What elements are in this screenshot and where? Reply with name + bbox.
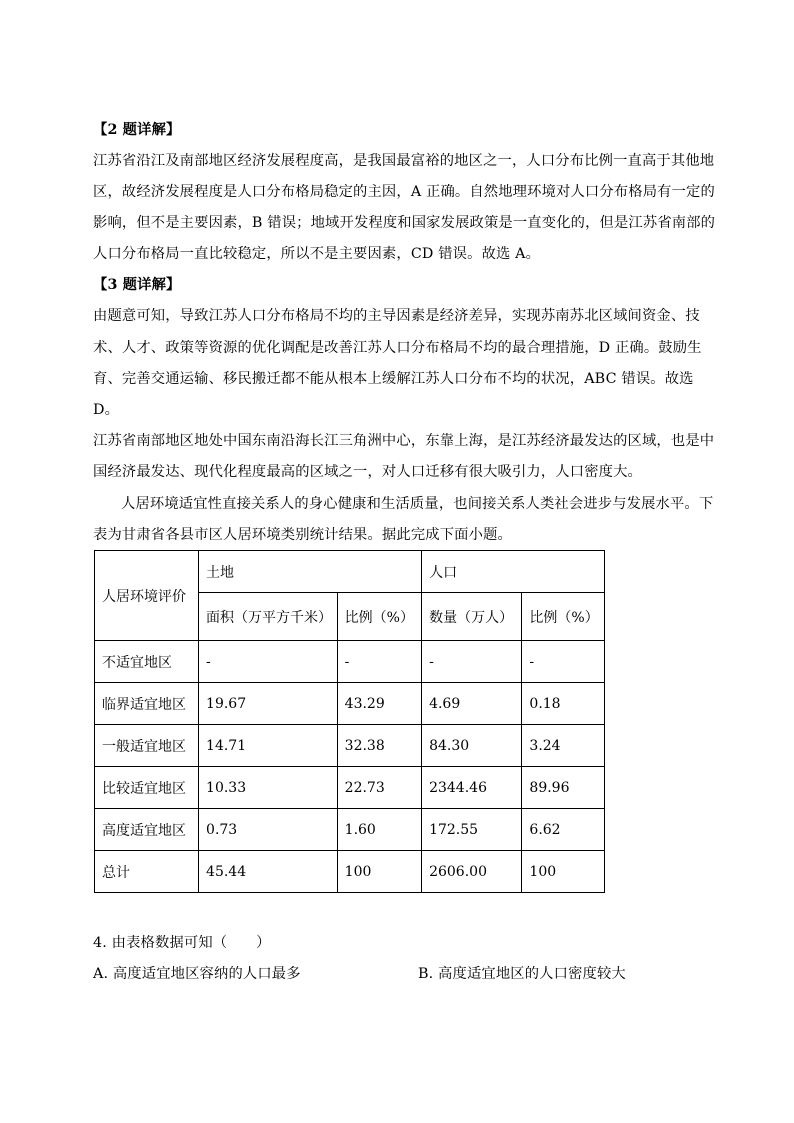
q2-line-1: 江苏省沿江及南部地区经济发展程度高，是我国最富裕的地区之一，人口分布比例一直高于其他地 [93, 153, 715, 169]
q4-option-b[interactable]: B. 高度适宜地区的人口密度较大 [418, 966, 626, 982]
table-cell: - [199, 641, 338, 683]
table-cell: 4.69 [422, 683, 522, 725]
q2-line-3: 影响，但不是主要因素，B 错误；地域开发程度和国家发展政策是一直变化的，但是江苏省南部的 [93, 215, 716, 231]
table-cell: 89.96 [522, 767, 605, 809]
q4-stem: 4. 由表格数据可知（ ） [93, 935, 271, 951]
table-row [95, 725, 605, 767]
column-header: 数量（万人） [422, 593, 522, 641]
table-cell: 1.60 [337, 809, 421, 851]
environment-table [94, 550, 605, 893]
table-row [95, 641, 605, 683]
table-cell: 45.44 [199, 851, 338, 893]
table-cell: - [422, 641, 522, 683]
q3-line-4: D。 [93, 402, 120, 418]
table-cell: 14.71 [199, 725, 338, 767]
q3-heading: 【3 题详解】 [93, 277, 181, 293]
column-header: 面积（万平方千米） [199, 593, 338, 641]
row-label: 不适宜地区 [95, 641, 199, 683]
q2-line-2: 区，故经济发展程度是人口分布格局稳定的主因，A 正确。自然地理环境对人口分布格局有一定的 [93, 184, 715, 200]
intro-line-1: 人居环境适宜性直接关系人的身心健康和生活质量，也间接关系人类社会进步与发展水平。下 [121, 496, 714, 512]
intro-line-2: 表为甘肃省各县市区人居环境类别统计结果。据此完成下面小题。 [93, 527, 512, 543]
row-header-cell: 人居环境评价 [95, 551, 199, 641]
table-cell: - [337, 641, 421, 683]
group-pop-header: 人口 [422, 551, 605, 593]
table-cell: - [522, 641, 605, 683]
table-cell: 2606.00 [422, 851, 522, 893]
table-cell: 100 [522, 851, 605, 893]
row-label: 一般适宜地区 [95, 725, 199, 767]
q2-heading: 【2 题详解】 [93, 122, 181, 138]
table-cell: 3.24 [522, 725, 605, 767]
group-land-header: 土地 [199, 551, 422, 593]
table-cell: 172.55 [422, 809, 522, 851]
q2-line-4: 人口分布格局一直比较稳定，所以不是主要因素，CD 错误。故选 A。 [93, 246, 541, 262]
table-cell: 84.30 [422, 725, 522, 767]
q3-line-2: 术、人才、政策等资源的优化调配是改善江苏人口分布格局不均的最合理措施，D 正确。鼓励生 [93, 340, 702, 356]
table-row-total [95, 851, 605, 893]
table-cell: 0.73 [199, 809, 338, 851]
column-header: 比例（%） [337, 593, 421, 641]
q3-line-6: 国经济最发达、现代化程度最高的区域之一，对人口迁移有很大吸引力，人口密度大。 [93, 464, 642, 480]
table-cell: 100 [337, 851, 421, 893]
row-label: 总计 [95, 851, 199, 893]
row-label: 比较适宜地区 [95, 767, 199, 809]
table-cell: 2344.46 [422, 767, 522, 809]
q3-line-3: 育、完善交通运输、移民搬迁都不能从根本上缓解江苏人口分布不均的状况，ABC 错误。故选 [93, 371, 694, 387]
table-row [95, 767, 605, 809]
table-cell: 0.18 [522, 683, 605, 725]
table-cell: 32.38 [337, 725, 421, 767]
table-row [95, 809, 605, 851]
q3-line-1: 由题意可知，导致江苏人口分布格局不均的主导因素是经济差异，实现苏南苏北区域间资金、技 [93, 308, 700, 324]
column-header: 比例（%） [522, 593, 605, 641]
q4-option-a[interactable]: A. 高度适宜地区容纳的人口最多 [93, 966, 301, 982]
table-cell: 6.62 [522, 809, 605, 851]
row-label: 高度适宜地区 [95, 809, 199, 851]
table-header-row-1 [95, 551, 605, 593]
q3-line-5: 江苏省南部地区地处中国东南沿海长江三角洲中心，东靠上海，是江苏经济最发达的区域，也是中 [93, 433, 715, 449]
table-cell: 19.67 [199, 683, 338, 725]
table-cell: 43.29 [337, 683, 421, 725]
table-row [95, 683, 605, 725]
row-label: 临界适宜地区 [95, 683, 199, 725]
table-cell: 22.73 [337, 767, 421, 809]
table-cell: 10.33 [199, 767, 338, 809]
